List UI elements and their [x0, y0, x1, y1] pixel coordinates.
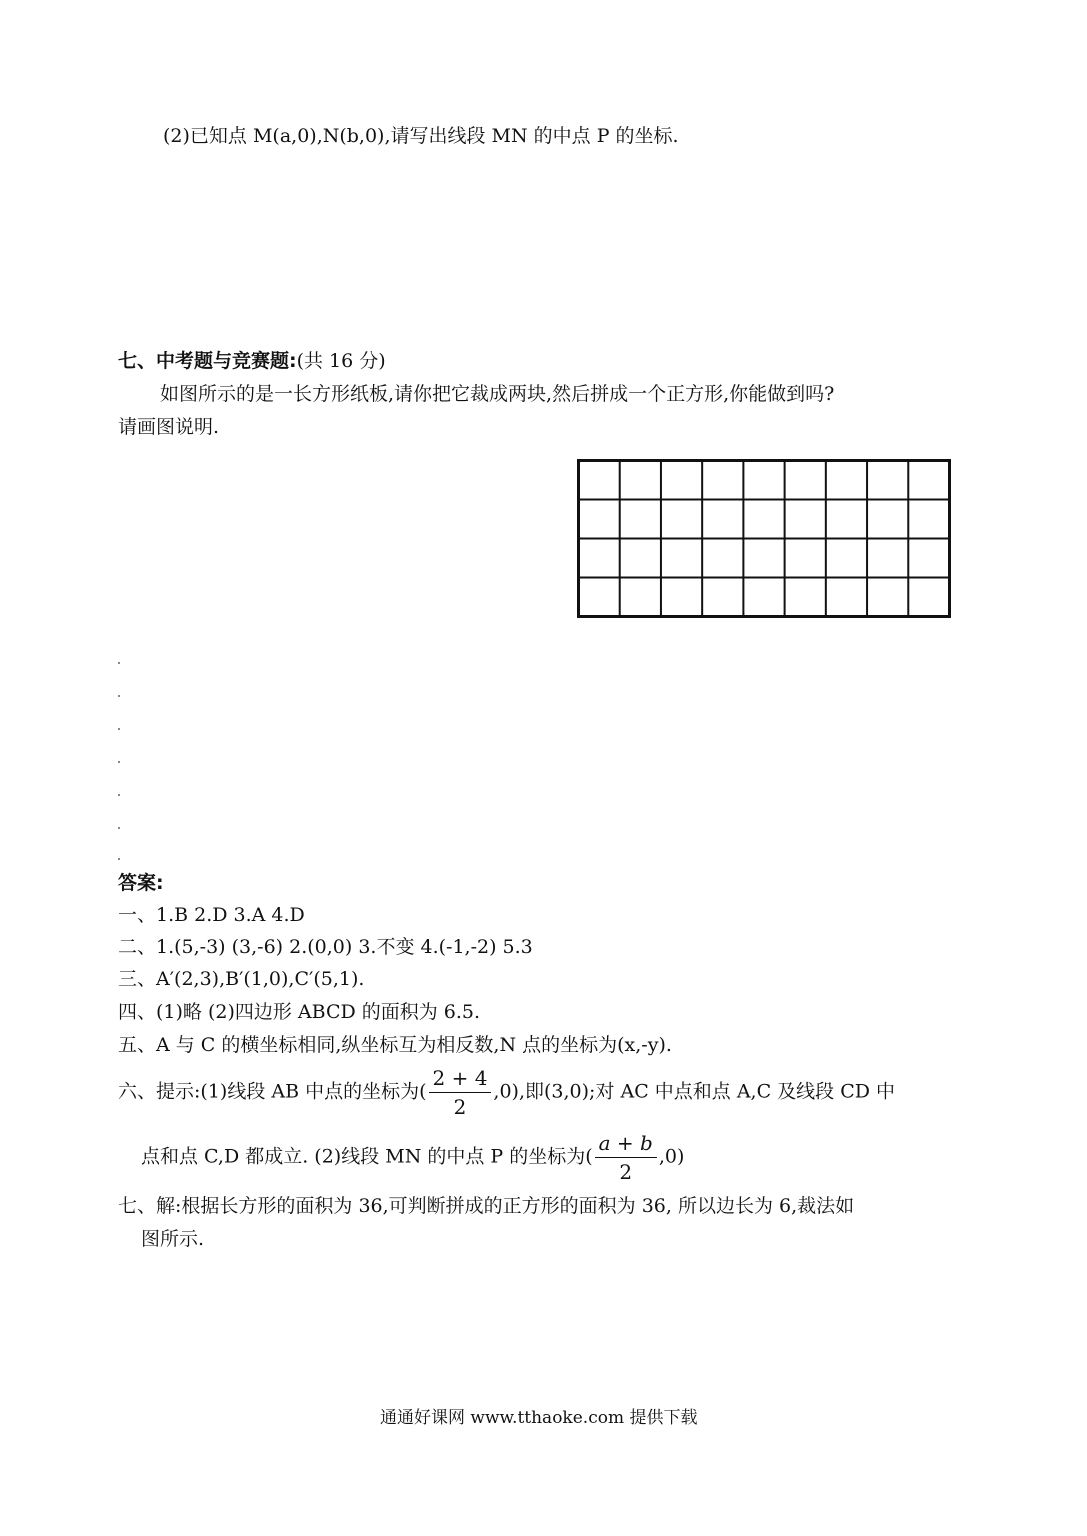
- fraction-a-plus-b-over-2: [595, 1131, 657, 1184]
- margin-dot: [118, 695, 120, 697]
- answer-5: 五、A 与 C 的横坐标相同,纵坐标互为相反数,N 点的坐标为(x,-y).: [118, 1034, 672, 1056]
- section7-points: (共 16 分): [296, 350, 386, 372]
- answers-title: 答案:: [118, 872, 164, 894]
- answer-6-line2: [141, 1131, 684, 1184]
- section7-text-line1: 如图所示的是一长方形纸板,请你把它裁成两块,然后拼成一个正方形,你能做到吗?: [160, 383, 835, 405]
- question6-part2: (2)已知点 M(a,0),N(b,0),请写出线段 MN 的中点 P 的坐标.: [163, 125, 679, 147]
- answer-6-line2-prefix: 点和点 C,D 都成立. (2)线段 MN 的中点 P 的坐标为(: [141, 1145, 593, 1168]
- fraction-denominator: 2: [453, 1095, 467, 1119]
- rectangle-grid: [577, 459, 951, 618]
- fraction-numerator: 2 + 4: [429, 1066, 492, 1093]
- section7-title: 七、中考题与竞赛题:: [118, 350, 297, 372]
- answer-7-line2: 图所示.: [141, 1228, 205, 1250]
- section7-text-line2: 请画图说明.: [118, 416, 220, 438]
- answer-1: 一、1.B 2.D 3.A 4.D: [118, 904, 305, 926]
- fraction-denominator: 2: [619, 1160, 633, 1184]
- fraction-numerator: a + b: [595, 1131, 657, 1158]
- answer-7-line1: 七、解:根据长方形的面积为 36,可判断拼成的正方形的面积为 36, 所以边长为 6,裁法如: [118, 1195, 855, 1217]
- answer-6-line1: [118, 1066, 895, 1119]
- answer-4: 四、(1)略 (2)四边形 ABCD 的面积为 6.5.: [118, 1001, 481, 1023]
- page-footer: 通通好课网 www.tthaoke.com 提供下载: [380, 1408, 698, 1428]
- answer-2: 二、1.(5,-3) (3,-6) 2.(0,0) 3.不变 4.(-1,-2) 5.3: [118, 936, 533, 958]
- answer-6-suffix: ,0),即(3,0);对 AC 中点和点 A,C 及线段 CD 中: [493, 1080, 896, 1103]
- answer-6-prefix: 六、提示:(1)线段 AB 中点的坐标为(: [118, 1080, 427, 1103]
- answer-6-line2-suffix: ,0): [658, 1145, 685, 1168]
- fraction-2-plus-4-over-2: [429, 1066, 492, 1119]
- margin-dot: [118, 728, 120, 730]
- margin-dot: [118, 761, 120, 763]
- margin-dot: [118, 662, 120, 664]
- section7-heading: [118, 350, 386, 373]
- margin-dot: [118, 794, 120, 796]
- margin-dot: [118, 858, 120, 860]
- answer-3: 三、A′(2,3),B′(1,0),C′(5,1).: [118, 968, 365, 990]
- margin-dot: [118, 827, 120, 829]
